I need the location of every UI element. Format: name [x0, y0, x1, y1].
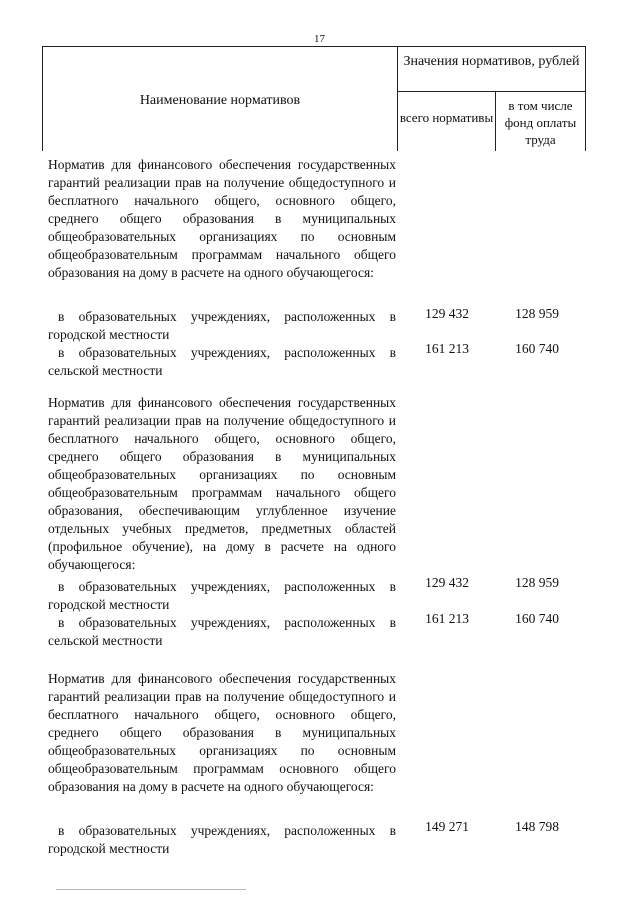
value-total: 161 213	[425, 341, 469, 356]
value-fund: 128 959	[515, 575, 559, 590]
row-label: в образовательных учреждениях, расположенных в городской местности	[48, 823, 396, 856]
section-title: Норматив для финансового обеспечения государственных гарантий реализации прав на получение общедоступного и бесплатного начального общего, основного общего, среднего общего образования в муниципальных общеобразовательных организациях по основным общеобразовательным программам основного общего образования на дому в расчете на одного обучающегося:	[48, 671, 396, 794]
value-fund: 160 740	[515, 611, 559, 626]
page-edge-line	[56, 889, 246, 890]
value-fund: 160 740	[515, 341, 559, 356]
header-values-column: Значения нормативов, рублей	[403, 54, 580, 69]
value-total: 129 432	[425, 575, 469, 590]
table-header	[42, 46, 586, 151]
value-total: 161 213	[425, 611, 469, 626]
section-title: Норматив для финансового обеспечения государственных гарантий реализации прав на получение общедоступного и бесплатного начального общего, основного общего, среднего общего образования в муниципальных общеобразовательных организациях по основным общеобразовательным программам начального общего образования, обеспечивающим углубленное изучение отдельных учебных предметов, предметных областей (профильное обучение), на дому в расчете на одного обучающегося:	[48, 395, 396, 572]
header-fund-column: в том числе фонд оплаты труда	[504, 98, 577, 147]
value-fund: 148 798	[515, 819, 559, 834]
section-title: Норматив для финансового обеспечения государственных гарантий реализации прав на получение общедоступного и бесплатного начального общего, основного общего, среднего общего образования в муниципальных общеобразовательных организациях по основным общеобразовательным программам начального общего образования на дому в расчете на одного обучающегося:	[48, 157, 396, 280]
row-label: в образовательных учреждениях, расположенных в городской местности	[48, 309, 396, 342]
value-total: 129 432	[425, 306, 469, 321]
page-number: 17	[314, 33, 325, 45]
header-total-column: всего нормативы	[399, 110, 494, 125]
value-fund: 128 959	[515, 306, 559, 321]
header-name-column: Наименование нормативов	[139, 93, 301, 108]
value-total: 149 271	[425, 819, 469, 834]
header-divider	[397, 91, 585, 92]
row-label: в образовательных учреждениях, расположенных в сельской местности	[48, 345, 396, 378]
row-label: в образовательных учреждениях, расположенных в сельской местности	[48, 615, 396, 648]
row-label: в образовательных учреждениях, расположенных в городской местности	[48, 579, 396, 612]
